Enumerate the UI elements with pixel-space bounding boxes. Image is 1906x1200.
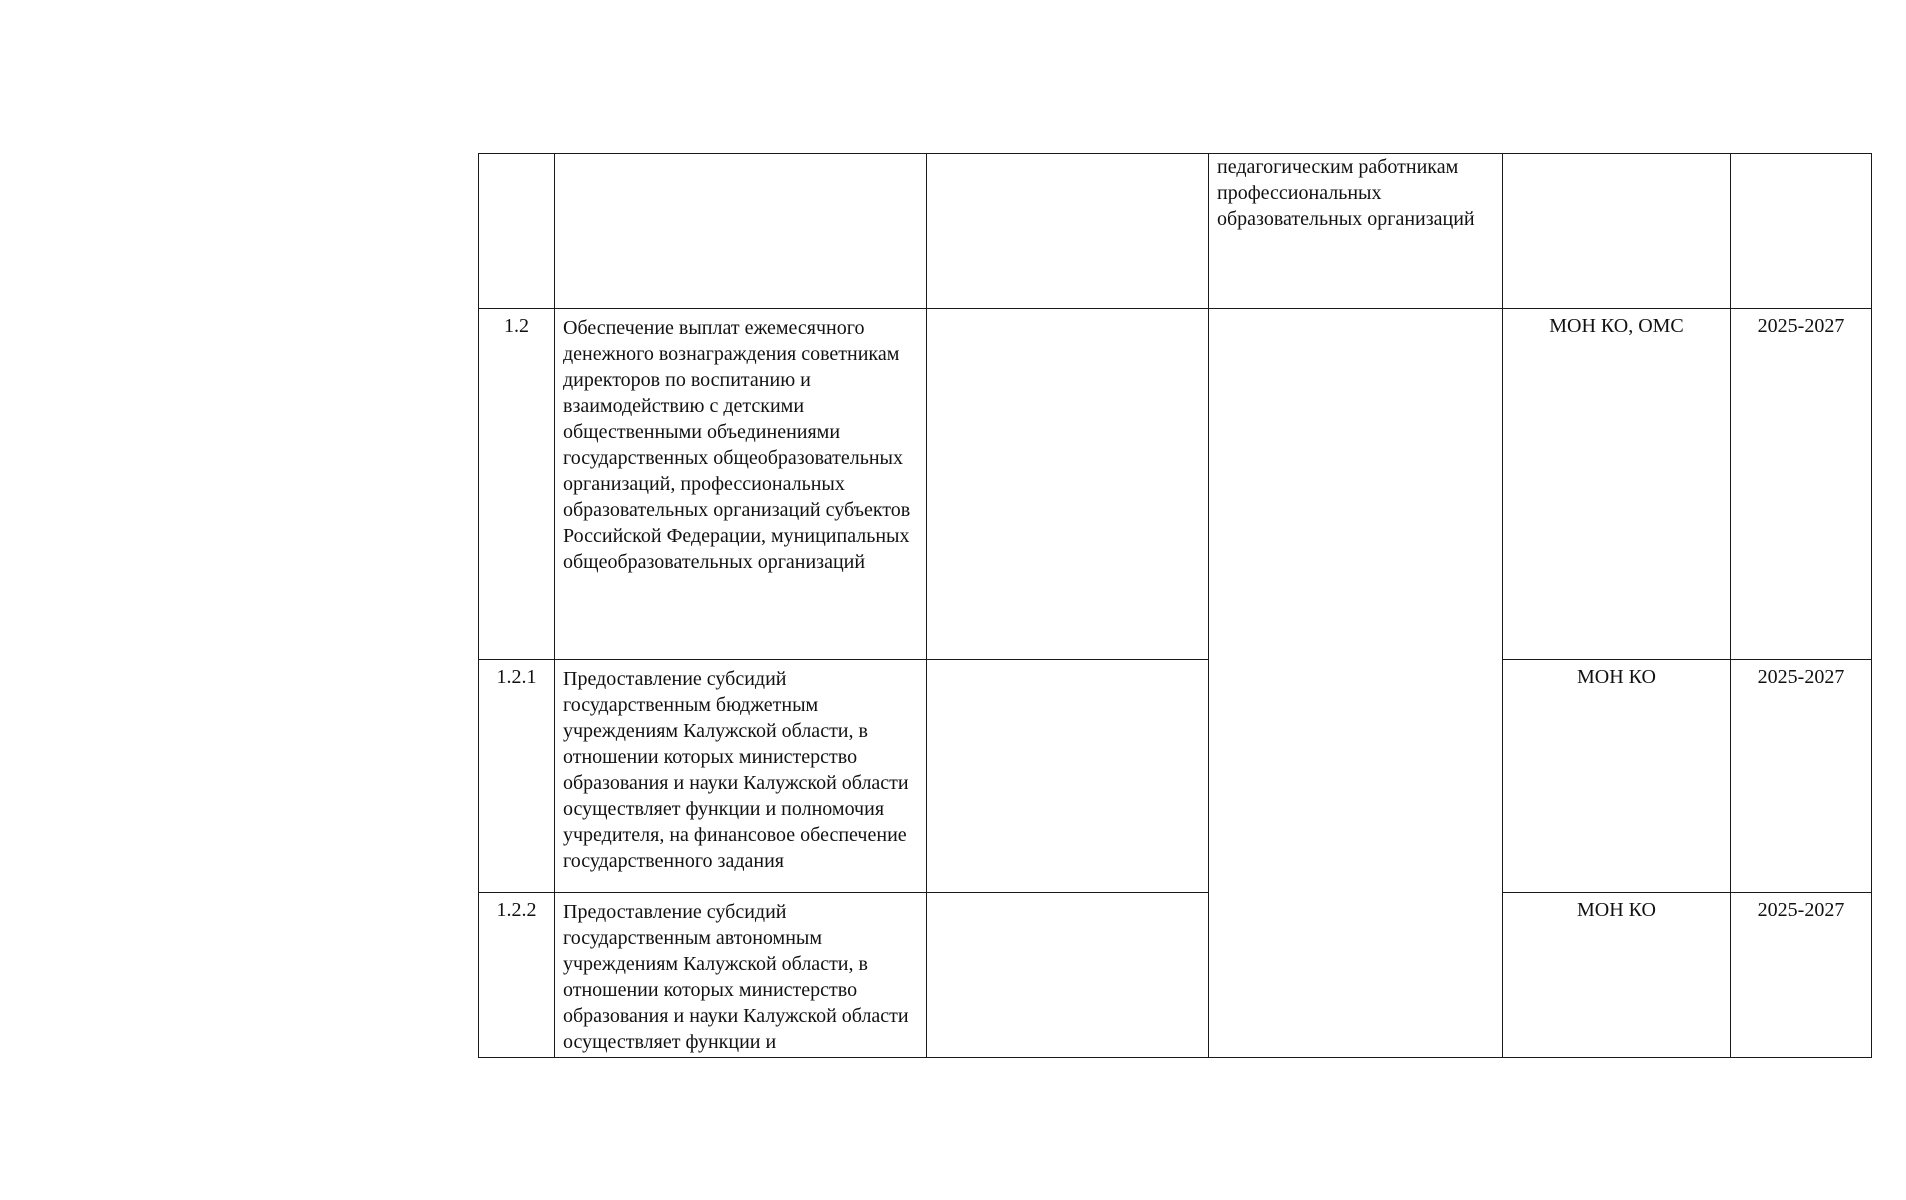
cell-executor [1503,309,1731,660]
cell-executor [1503,893,1731,1058]
cell-col3 [927,154,1209,309]
row-name: Предоставление субсидий государственным автономным учреждениям Калужской области, в отношении которых министерство образования и науки Калужской области осуществляет функции и [563,901,909,1053]
row-executor: МОН КО, ОМС [1549,315,1684,337]
row-period: 2025-2027 [1757,666,1845,688]
cell-name [555,660,927,893]
cell-period [1731,893,1872,1058]
cell-period [1731,660,1872,893]
cell-name [555,893,927,1058]
cell-period [1731,154,1872,309]
table-row [479,154,1872,309]
cell-number [479,893,555,1058]
row-number: 1.2 [504,315,529,337]
cell-number [479,660,555,893]
cell-col4-merged [1209,309,1503,1058]
cell-period [1731,309,1872,660]
cell-number [479,309,555,660]
table-row [479,660,1872,893]
row-period: 2025-2027 [1757,899,1845,921]
row-number: 1.2.1 [496,666,537,688]
cell-executor [1503,154,1731,309]
cell-col3 [927,309,1209,660]
row-executor: МОН КО [1577,666,1656,688]
row-name: Обеспечение выплат ежемесячного денежного вознаграждения советникам директоров по воспитанию и взаимодействию с детскими общественными объединениями государственных общеобразовательных организаций, профессиональных образовательных организаций субъектов Российской Федерации, муниципальных общеобразовательных организаций [563,317,911,573]
row-number: 1.2.2 [496,899,537,921]
cell-executor [1503,660,1731,893]
cell-name [555,154,927,309]
table-row [479,309,1872,660]
row-name: Предоставление субсидий государственным бюджетным учреждениям Калужской области, в отношении которых министерство образования и науки Калужской области осуществляет функции и полномочия учредителя, на финансовое обеспечение государственного задания [563,668,909,872]
cell-name [555,309,927,660]
cell-col4 [1209,154,1503,309]
document-table [478,153,1872,1058]
row-col4: педагогическим работникам профессиональных образовательных организаций [1217,156,1475,230]
row-period: 2025-2027 [1757,315,1845,337]
row-executor: МОН КО [1577,899,1656,921]
cell-col3 [927,660,1209,893]
table-row [479,893,1872,1058]
cell-number [479,154,555,309]
cell-col3 [927,893,1209,1058]
